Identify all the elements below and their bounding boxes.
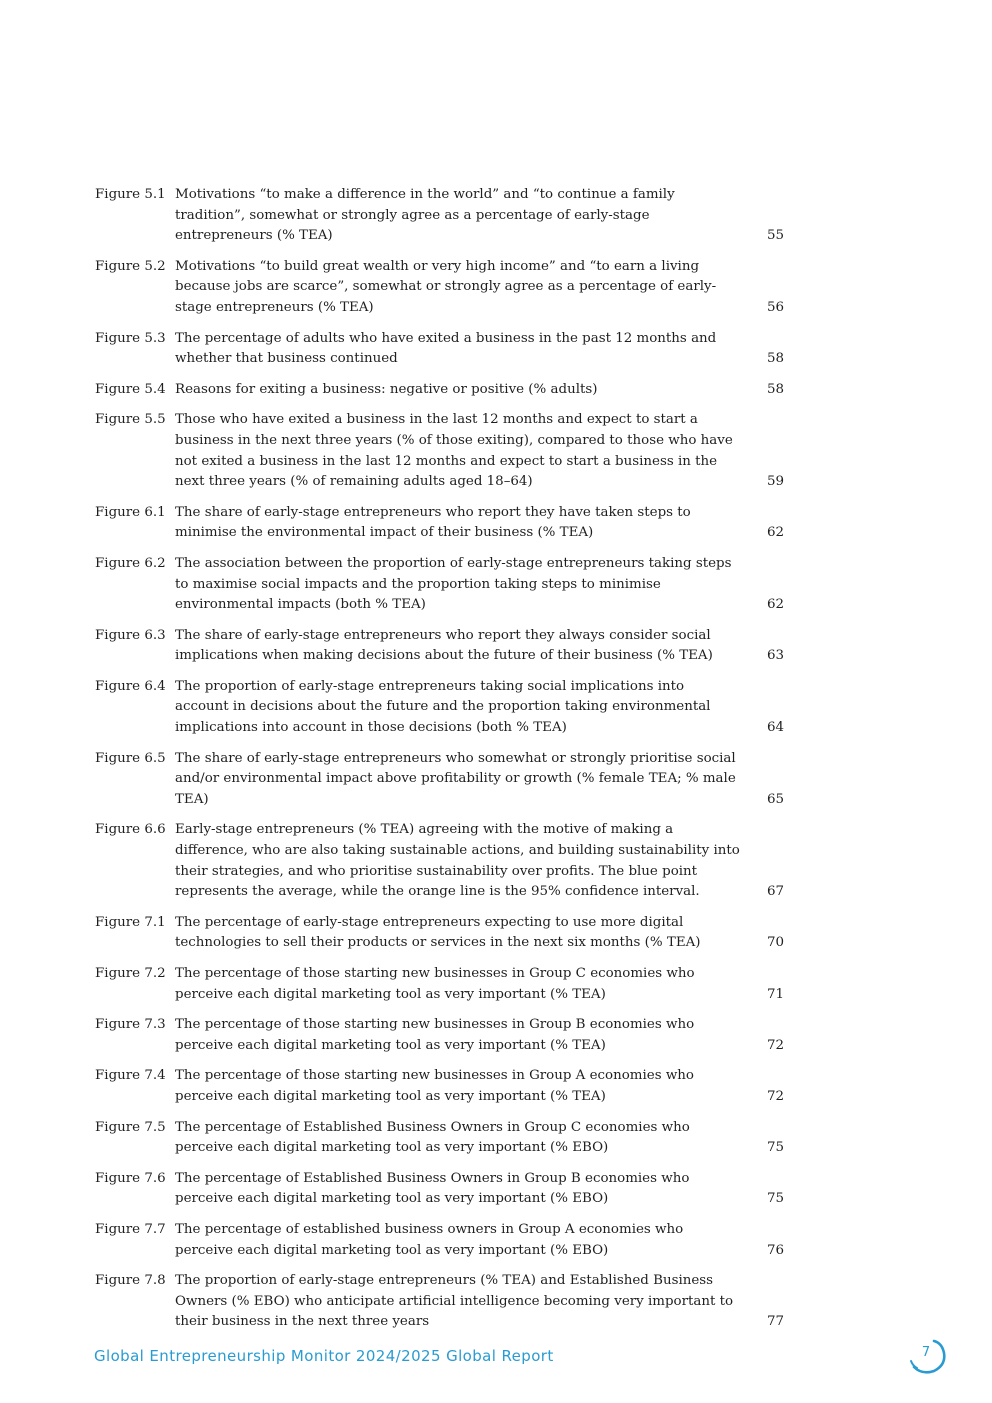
figure-label: Figure 7.1 [95, 914, 166, 930]
page-number: 72 [766, 1037, 784, 1053]
figure-title: The percentage of those starting new businesses in Group C economies who perceive each digital marketing tool as very important (% TEA) [175, 966, 695, 1002]
toc-entry[interactable] [95, 749, 795, 811]
figure-label: Figure 7.6 [95, 1170, 166, 1186]
page-number: 58 [766, 381, 784, 397]
page-number: 62 [766, 525, 784, 541]
figure-label: Figure 6.5 [95, 750, 166, 766]
figure-label: Figure 7.3 [95, 1017, 166, 1033]
figure-label: Figure 6.2 [95, 555, 166, 571]
figure-label: Figure 7.2 [95, 966, 166, 981]
figure-label: Figure 7.4 [95, 1068, 166, 1084]
figure-title: The percentage of Established Business Owners in Group C economies who perceive each digital marketing tool as very important (% EBO) [175, 1119, 690, 1156]
toc-entry[interactable] [95, 913, 795, 954]
page-number: 76 [766, 1242, 784, 1258]
figure-label: Figure 5.4 [95, 381, 166, 397]
figure-label: Figure 5.2 [95, 258, 166, 274]
figure-title: The percentage of early-stage entrepreneurs expecting to use more digital technologies to sell their products or services in the next six months (% TEA) [175, 914, 701, 951]
toc-entry[interactable] [95, 329, 795, 370]
figure-title: The percentage of Established Business Owners in Group B economies who perceive each digital marketing tool as very important (% EBO) [175, 1170, 690, 1207]
toc-entry[interactable] [95, 1066, 795, 1107]
toc-entry[interactable] [95, 1220, 795, 1261]
figure-label: Figure 6.3 [95, 627, 166, 643]
figure-title: The share of early-stage entrepreneurs who report they have taken steps to minimise the environmental impact of their business (% TEA) [175, 504, 691, 541]
footer-report-title: Global Entrepreneurship Monitor 2024/2025 Global Report [94, 1347, 554, 1365]
toc-entry[interactable] [95, 964, 795, 1005]
toc-entry[interactable] [95, 185, 795, 247]
figure-title: The percentage of established business owners in Group A economies who perceive each digital marketing tool as very important (% EBO) [175, 1221, 684, 1258]
toc-entry[interactable] [95, 380, 795, 401]
toc-entry[interactable] [95, 1169, 795, 1210]
figure-title: Motivations “to build great wealth or very high income” and “to earn a living because jobs are scarce”, somewhat or strongly agree as a percentage of early-stage entrepreneurs (% TEA) [175, 258, 717, 315]
toc-entry[interactable] [95, 1271, 795, 1333]
toc-entry[interactable] [95, 677, 795, 739]
figure-title: Those who have exited a business in the last 12 months and expect to start a business in the next three years (% of those exiting), compared to those who have not exited a business in the last 12 months and expect to start a business in the next three years (% of remaining adults aged 18–64) [175, 412, 733, 490]
page-number: 72 [766, 1088, 784, 1104]
figure-title: Motivations “to make a difference in the world” and “to continue a family tradition”, somewhat or strongly agree as a percentage of early-stage entrepreneurs (% TEA) [175, 187, 675, 244]
figure-label: Figure 7.7 [95, 1221, 166, 1237]
figure-label: Figure 5.5 [95, 412, 166, 428]
page-number: 64 [766, 720, 784, 736]
page-number-badge: 7 [921, 1345, 931, 1360]
figure-title: The share of early-stage entrepreneurs who somewhat or strongly prioritise social and/or environmental impact above profitability or growth (% female TEA; % male TEA) [175, 750, 736, 807]
figure-title: The percentage of those starting new businesses in Group B economies who perceive each digital marketing tool as very important (% TEA) [175, 1017, 695, 1053]
page-number: 62 [766, 597, 784, 613]
figure-label: Figure 6.1 [95, 504, 166, 520]
figure-label: Figure 6.4 [95, 678, 166, 694]
figure-label: Figure 7.8 [95, 1273, 166, 1289]
toc-entry[interactable] [95, 820, 795, 902]
page-number: 75 [766, 1191, 784, 1207]
figure-label: Figure 5.1 [95, 187, 166, 202]
figure-label: Figure 7.5 [95, 1119, 166, 1135]
toc-entry[interactable] [95, 503, 795, 544]
figure-title: The share of early-stage entrepreneurs who report they always consider social implications when making decisions about the future of their business (% TEA) [175, 627, 713, 664]
toc-entry[interactable] [95, 554, 795, 616]
figure-title: The percentage of those starting new businesses in Group A economies who perceive each digital marketing tool as very important (% TEA) [175, 1068, 694, 1104]
toc-entry[interactable] [95, 410, 795, 492]
figure-title: The association between the proportion of early-stage entrepreneurs taking steps to maximise social impacts and the proportion taking steps to minimise environmental impacts (both % TEA) [175, 555, 732, 613]
page-number: 77 [766, 1314, 784, 1330]
page-number: 55 [766, 228, 784, 244]
page-number: 67 [766, 884, 784, 900]
page-number: 65 [766, 791, 784, 807]
page-number: 59 [766, 474, 784, 490]
figure-title: The proportion of early-stage entrepreneurs (% TEA) and Established Business Owners (% EBO) who anticipate artificial intelligence becoming very important to their business in the next three years [175, 1273, 734, 1330]
figure-label: Figure 5.3 [95, 330, 166, 346]
page-number: 75 [766, 1140, 784, 1156]
toc-entry[interactable] [95, 1015, 795, 1056]
figure-title: Reasons for exiting a business: negative or positive (% adults) [175, 381, 598, 397]
page-number: 63 [766, 648, 784, 664]
figure-title: The percentage of adults who have exited a business in the past 12 months and whether that business continued [175, 330, 717, 367]
page-number: 70 [766, 935, 784, 951]
toc-entry[interactable] [95, 257, 795, 319]
figure-label: Figure 6.6 [95, 822, 166, 838]
page-number: 56 [766, 299, 784, 315]
list-of-figures [95, 185, 795, 1343]
toc-entry[interactable] [95, 1118, 795, 1159]
figure-title: Early-stage entrepreneurs (% TEA) agreeing with the motive of making a difference, who are also taking sustainable actions, and building sustainability into their strategies, and who prioritise sustainability over profits. The blue point represents the average, while the orange line is the 95% confidence interval. [175, 822, 740, 900]
page-number: 71 [766, 986, 784, 1002]
figure-title: The proportion of early-stage entrepreneurs taking social implications into account in decisions about the future and the proportion taking environmental implications into account in those decisions (both % TEA) [175, 678, 711, 736]
page-number: 58 [766, 351, 784, 367]
toc-entry[interactable] [95, 626, 795, 667]
